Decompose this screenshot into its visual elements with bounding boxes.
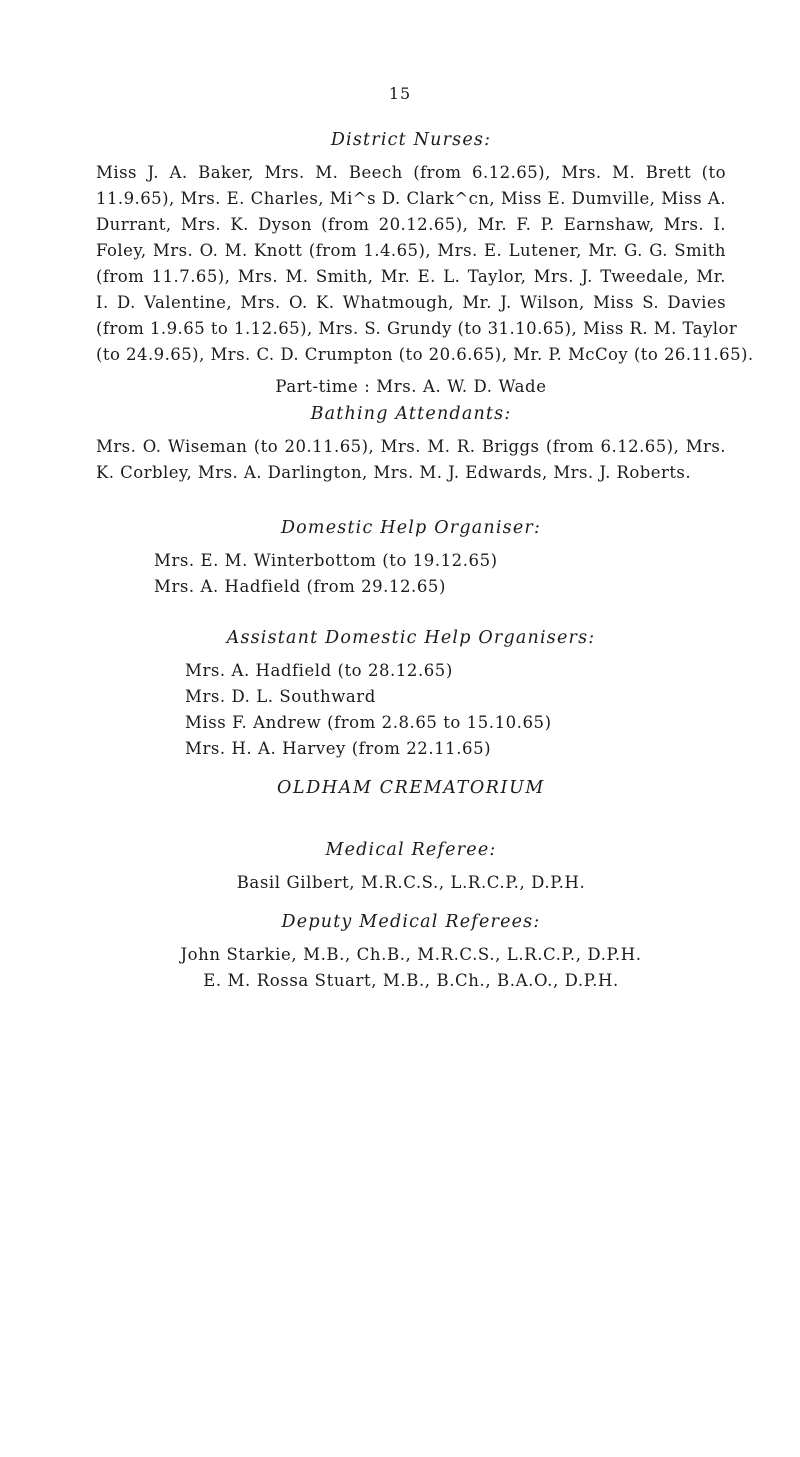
- bathing-attendants-list: [96, 434, 726, 486]
- district-nurses-line: I. D. Valentine, Mrs. O. K. Whatmough, Mr. J. Wilson, Miss S. Davies: [96, 293, 726, 312]
- domestic-help-organiser-list: [96, 548, 726, 600]
- deputy-medical-referees-section: [96, 912, 726, 994]
- assistant-domestic-help-organisers-line: Miss F. Andrew (from 2.8.65 to 15.10.65): [185, 713, 552, 732]
- medical-referee-heading: Medical Referee:: [325, 840, 497, 860]
- assistant-domestic-help-organisers-line: Mrs. D. L. Southward: [185, 687, 376, 706]
- district-nurses-part-time: Part-time : Mrs. A. W. D. Wade: [275, 377, 547, 396]
- domestic-help-organiser-heading: Domestic Help Organiser:: [280, 518, 542, 538]
- district-nurses-line: (to 24.9.65), Mrs. C. D. Crumpton (to 20.6.65), Mr. P. McCoy (to 26.11.65).: [96, 345, 754, 364]
- district-nurses-section: [96, 130, 754, 400]
- bathing-attendants-line: Mrs. O. Wiseman (to 20.11.65), Mrs. M. R. Briggs (from 6.12.65), Mrs.: [96, 437, 726, 456]
- district-nurses-line: Miss J. A. Baker, Mrs. M. Beech (from 6.12.65), Mrs. M. Brett (to: [96, 163, 726, 182]
- assistant-domestic-help-organisers-list: [96, 658, 726, 762]
- bathing-attendants-heading: Bathing Attendants:: [310, 404, 512, 424]
- assistant-domestic-help-organisers-line: Mrs. A. Hadfield (to 28.12.65): [185, 661, 453, 680]
- crematorium-section: [96, 778, 726, 798]
- medical-referee-section: [96, 840, 726, 896]
- domestic-help-organiser-line: Mrs. E. M. Winterbottom (to 19.12.65): [154, 551, 498, 570]
- crematorium-heading: OLDHAM CREMATORIUM: [277, 778, 545, 798]
- bathing-attendants-section: [96, 404, 726, 486]
- assistant-domestic-help-organisers-line: Mrs. H. A. Harvey (from 22.11.65): [185, 739, 492, 758]
- assistant-domestic-help-organisers-heading: Assistant Domestic Help Organisers:: [226, 628, 596, 648]
- district-nurses-line: (from 1.9.65 to 1.12.65), Mrs. S. Grundy (to 31.10.65), Miss R. M. Taylor: [96, 319, 738, 338]
- district-nurses-list: [96, 160, 754, 368]
- medical-referee-line: Basil Gilbert, M.R.C.S., L.R.C.P., D.P.H.: [236, 873, 586, 892]
- deputy-medical-referees-line: John Starkie, M.B., Ch.B., M.R.C.S., L.R.C.P., D.P.H.: [180, 945, 642, 964]
- page-number: 15: [388, 84, 412, 103]
- district-nurses-line: Durrant, Mrs. K. Dyson (from 20.12.65), Mr. F. P. Earnshaw, Mrs. I.: [96, 215, 726, 234]
- bathing-attendants-line: K. Corbley, Mrs. A. Darlington, Mrs. M. J. Edwards, Mrs. J. Roberts.: [96, 463, 692, 482]
- district-nurses-line: 11.9.65), Mrs. E. Charles, Mi^s D. Clark^cn, Miss E. Dumville, Miss A.: [96, 189, 726, 208]
- domestic-help-organiser-line: Mrs. A. Hadfield (from 29.12.65): [154, 577, 446, 596]
- deputy-medical-referees-heading: Deputy Medical Referees:: [281, 912, 541, 932]
- district-nurses-line: (from 11.7.65), Mrs. M. Smith, Mr. E. L. Taylor, Mrs. J. Tweedale, Mr.: [96, 267, 726, 286]
- assistant-domestic-help-organisers-section: [96, 628, 726, 762]
- deputy-medical-referees-line: E. M. Rossa Stuart, M.B., B.Ch., B.A.O., D.P.H.: [203, 971, 619, 990]
- district-nurses-line: Foley, Mrs. O. M. Knott (from 1.4.65), Mrs. E. Lutener, Mr. G. G. Smith: [96, 241, 726, 260]
- domestic-help-organiser-section: [96, 518, 726, 600]
- district-nurses-heading: District Nurses:: [330, 130, 492, 150]
